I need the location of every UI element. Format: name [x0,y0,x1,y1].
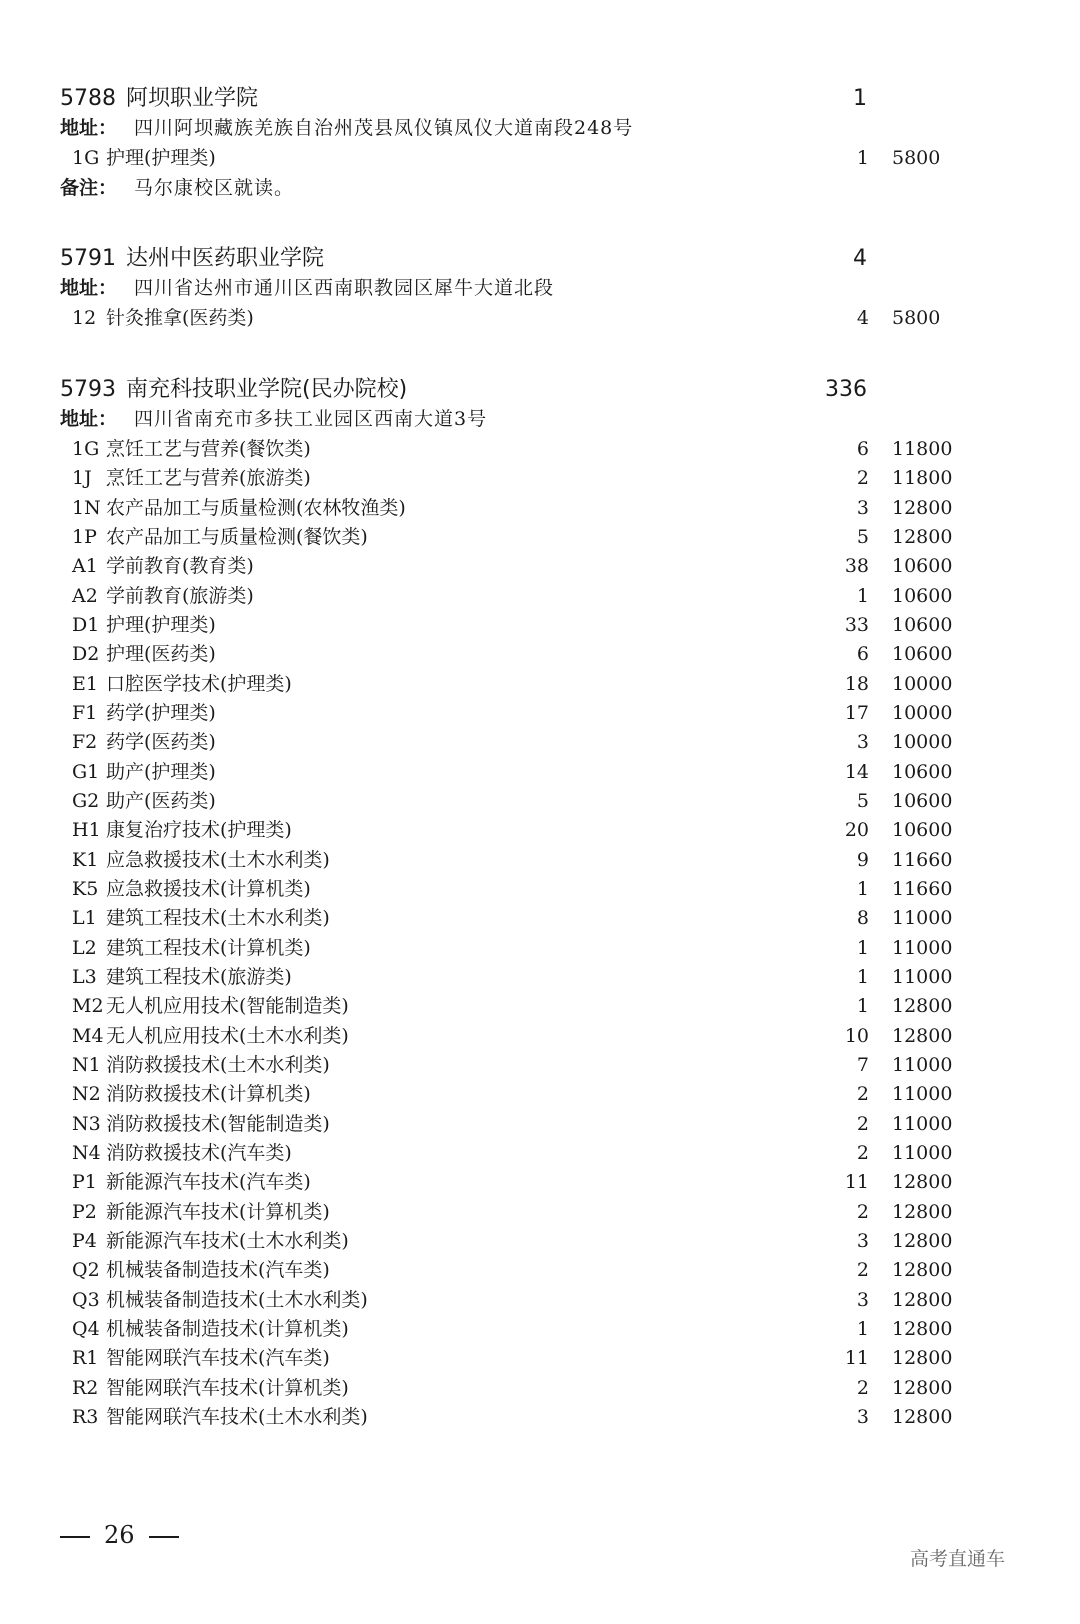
major-code: Q4 [72,1317,100,1340]
major-fee: 12800 [892,1405,953,1428]
major-row [0,463,1080,493]
address-value: 四川省达州市通川区西南职教园区犀牛大道北段 [134,277,555,299]
address-label: 地址： [60,277,118,299]
major-name: 烹饪工艺与营养(旅游类) [106,467,311,490]
major-count: 3 [856,731,869,754]
major-code: 1G [72,438,100,460]
major-count: 2 [856,1083,869,1106]
major-row [0,962,1080,992]
major-fee: 11000 [892,1083,953,1106]
major-count: 1 [856,965,869,988]
major-name: 学前教育(教育类) [106,555,254,578]
school-note [0,173,1080,203]
major-count: 5 [856,526,869,548]
major-row [0,1343,1080,1373]
major-count: 1 [856,147,869,169]
address-value: 四川省南充市多扶工业园区西南大道3号 [134,408,488,430]
major-name: 机械装备制造技术(汽车类) [106,1259,330,1282]
school-header [0,374,1080,404]
major-code: H1 [72,819,101,842]
address-value: 四川阿坝藏族羌族自治州茂县凤仪镇凤仪大道南段248号 [134,117,634,139]
watermark: 高考直通车 [910,1548,1006,1570]
major-name: 药学(医药类) [106,731,216,754]
major-name: 针灸推拿(医药类) [106,307,254,329]
major-name: 建筑工程技术(计算机类) [106,936,311,959]
major-row [0,434,1080,464]
major-row [0,903,1080,933]
school-code: 5793 [60,377,116,402]
major-count: 4 [856,307,869,329]
major-fee: 10600 [892,555,953,578]
school-address [0,113,1080,143]
major-count: 11 [844,1347,869,1370]
major-fee: 10600 [892,760,953,783]
major-code: D2 [72,643,100,666]
dash-left [60,1536,90,1538]
major-row [0,1109,1080,1139]
major-count: 5 [856,790,869,812]
major-name: 无人机应用技术(土木水利类) [106,1024,349,1047]
major-fee: 10000 [892,731,953,754]
major-code: G2 [72,790,100,812]
major-row [0,581,1080,611]
major-count: 20 [844,819,869,842]
major-name: 智能网联汽车技术(汽车类) [106,1347,330,1370]
major-fee: 11000 [892,1053,953,1076]
major-count: 3 [856,1288,869,1311]
school-header [0,83,1080,113]
major-code: N2 [72,1083,101,1106]
school-name: 阿坝职业学院 [126,86,259,111]
major-row [0,1021,1080,1051]
major-fee: 10000 [892,672,953,695]
major-code: L3 [72,965,97,988]
major-name: 消防救援技术(计算机类) [106,1083,311,1106]
major-row [0,303,1080,333]
major-fee: 12800 [892,1171,953,1194]
major-row [0,845,1080,875]
major-row [0,757,1080,787]
school-code: 5791 [60,246,116,271]
major-fee: 10600 [892,643,953,666]
major-fee: 12800 [892,526,953,548]
school-total: 4 [853,246,867,271]
major-fee: 12800 [892,995,953,1018]
major-name: 机械装备制造技术(土木水利类) [106,1288,368,1311]
major-row [0,522,1080,552]
major-count: 1 [856,936,869,959]
major-code: A2 [72,584,98,607]
major-fee: 11000 [892,936,953,959]
major-row [0,1226,1080,1256]
major-fee: 11660 [892,848,953,871]
note-value: 马尔康校区就读。 [134,177,295,199]
major-fee: 12800 [892,1200,953,1223]
major-name: 应急救援技术(土木水利类) [106,848,330,871]
major-name: 机械装备制造技术(计算机类) [106,1317,349,1340]
major-fee: 11000 [892,1141,953,1164]
address-label: 地址： [60,408,118,430]
major-name: 新能源汽车技术(土木水利类) [106,1229,349,1252]
major-code: L2 [72,936,97,959]
school-name: 达州中医药职业学院 [126,246,325,271]
major-fee: 12800 [892,1317,953,1340]
major-row [0,1402,1080,1432]
major-row [0,1314,1080,1344]
major-fee: 10600 [892,614,953,636]
major-code: R2 [72,1376,99,1399]
major-code: Q2 [72,1259,100,1282]
major-name: 护理(医药类) [106,643,216,666]
major-name: 护理(护理类) [106,147,216,169]
major-name: 烹饪工艺与营养(餐饮类) [106,438,311,460]
major-code: N4 [72,1141,101,1164]
major-fee: 11000 [892,965,953,988]
major-count: 9 [856,848,869,871]
major-name: 农产品加工与质量检测(农林牧渔类) [106,496,406,519]
major-row [0,933,1080,963]
major-fee: 12800 [892,1376,953,1399]
major-row [0,815,1080,845]
major-code: N1 [72,1053,101,1076]
major-code: D1 [72,614,100,636]
major-code: 1G [72,147,100,169]
school-address [0,273,1080,303]
major-row [0,1138,1080,1168]
major-code: F1 [72,702,98,724]
major-fee: 10600 [892,790,953,812]
major-count: 33 [844,614,869,636]
major-name: 消防救援技术(土木水利类) [106,1053,330,1076]
major-fee: 5800 [892,147,941,169]
major-row [0,786,1080,816]
note-label: 备注： [60,177,118,199]
major-count: 2 [856,1112,869,1135]
major-code: 1N [72,496,101,519]
major-fee: 12800 [892,1288,953,1311]
major-count: 3 [856,496,869,519]
major-count: 14 [844,760,869,783]
major-row [0,727,1080,757]
major-row [0,991,1080,1021]
major-fee: 11000 [892,1112,953,1135]
dash-right [149,1536,179,1538]
major-name: 建筑工程技术(土木水利类) [106,907,330,930]
major-name: 建筑工程技术(旅游类) [106,965,292,988]
page-number-value: 26 [104,1521,135,1549]
major-row [0,874,1080,904]
major-code: E1 [72,672,98,695]
major-name: 护理(护理类) [106,614,216,636]
major-count: 1 [856,1317,869,1340]
school-total: 336 [825,377,867,402]
major-code: M4 [72,1024,104,1047]
major-count: 2 [856,1200,869,1223]
major-count: 2 [856,1376,869,1399]
major-count: 7 [856,1053,869,1076]
major-count: 11 [844,1171,869,1194]
major-row [0,493,1080,523]
school-address [0,404,1080,434]
major-code: K5 [72,877,99,900]
major-fee: 10600 [892,819,953,842]
major-count: 38 [844,555,869,578]
major-count: 6 [856,643,869,666]
major-name: 助产(护理类) [106,760,216,783]
major-name: 无人机应用技术(智能制造类) [106,995,349,1018]
major-code: P4 [72,1229,97,1252]
major-row [0,1050,1080,1080]
school-total: 1 [853,86,867,111]
major-code: L1 [72,907,97,930]
major-row [0,1167,1080,1197]
major-code: 12 [72,307,97,329]
major-name: 学前教育(旅游类) [106,584,254,607]
major-count: 1 [856,995,869,1018]
major-count: 2 [856,1141,869,1164]
major-name: 农产品加工与质量检测(餐饮类) [106,526,368,548]
major-row [0,669,1080,699]
major-row [0,1255,1080,1285]
major-name: 康复治疗技术(护理类) [106,819,292,842]
page-number [60,1518,179,1552]
major-name: 消防救援技术(智能制造类) [106,1112,330,1135]
major-code: R3 [72,1405,99,1428]
major-row [0,610,1080,640]
major-fee: 11660 [892,877,953,900]
major-fee: 12800 [892,1347,953,1370]
major-code: K1 [72,848,99,871]
major-count: 3 [856,1229,869,1252]
major-count: 2 [856,467,869,490]
major-fee: 12800 [892,1229,953,1252]
major-fee: 12800 [892,1259,953,1282]
school-name: 南充科技职业学院(民办院校) [126,377,408,402]
major-fee: 11800 [892,467,953,490]
major-name: 药学(护理类) [106,702,216,724]
major-code: P2 [72,1200,97,1223]
major-code: M2 [72,995,104,1018]
major-name: 智能网联汽车技术(土木水利类) [106,1405,368,1428]
major-count: 10 [844,1024,869,1047]
major-fee: 10600 [892,584,953,607]
school-header [0,243,1080,273]
major-code: F2 [72,731,98,754]
major-name: 消防救援技术(汽车类) [106,1141,292,1164]
major-count: 2 [856,1259,869,1282]
major-code: 1J [72,467,92,490]
major-fee: 10000 [892,702,953,724]
major-fee: 12800 [892,496,953,519]
major-count: 6 [856,438,869,460]
major-row [0,1197,1080,1227]
major-count: 3 [856,1405,869,1428]
major-count: 1 [856,877,869,900]
address-label: 地址： [60,117,118,139]
major-code: P1 [72,1171,97,1194]
major-count: 18 [844,672,869,695]
major-name: 助产(医药类) [106,790,216,812]
major-count: 8 [856,907,869,930]
major-fee: 11800 [892,438,953,460]
major-count: 17 [844,702,869,724]
major-row [0,639,1080,669]
major-name: 智能网联汽车技术(计算机类) [106,1376,349,1399]
major-row [0,1285,1080,1315]
major-row [0,551,1080,581]
major-fee: 11000 [892,907,953,930]
major-name: 口腔医学技术(护理类) [106,672,292,695]
major-name: 新能源汽车技术(计算机类) [106,1200,330,1223]
major-row [0,1373,1080,1403]
major-fee: 12800 [892,1024,953,1047]
major-code: Q3 [72,1288,100,1311]
major-row [0,698,1080,728]
major-code: A1 [72,555,98,578]
major-code: R1 [72,1347,99,1370]
major-row [0,143,1080,173]
major-code: G1 [72,760,100,783]
major-code: 1P [72,526,97,548]
major-row [0,1079,1080,1109]
major-count: 1 [856,584,869,607]
major-code: N3 [72,1112,101,1135]
major-name: 新能源汽车技术(汽车类) [106,1171,311,1194]
major-fee: 5800 [892,307,941,329]
major-name: 应急救援技术(计算机类) [106,877,311,900]
school-code: 5788 [60,86,116,111]
